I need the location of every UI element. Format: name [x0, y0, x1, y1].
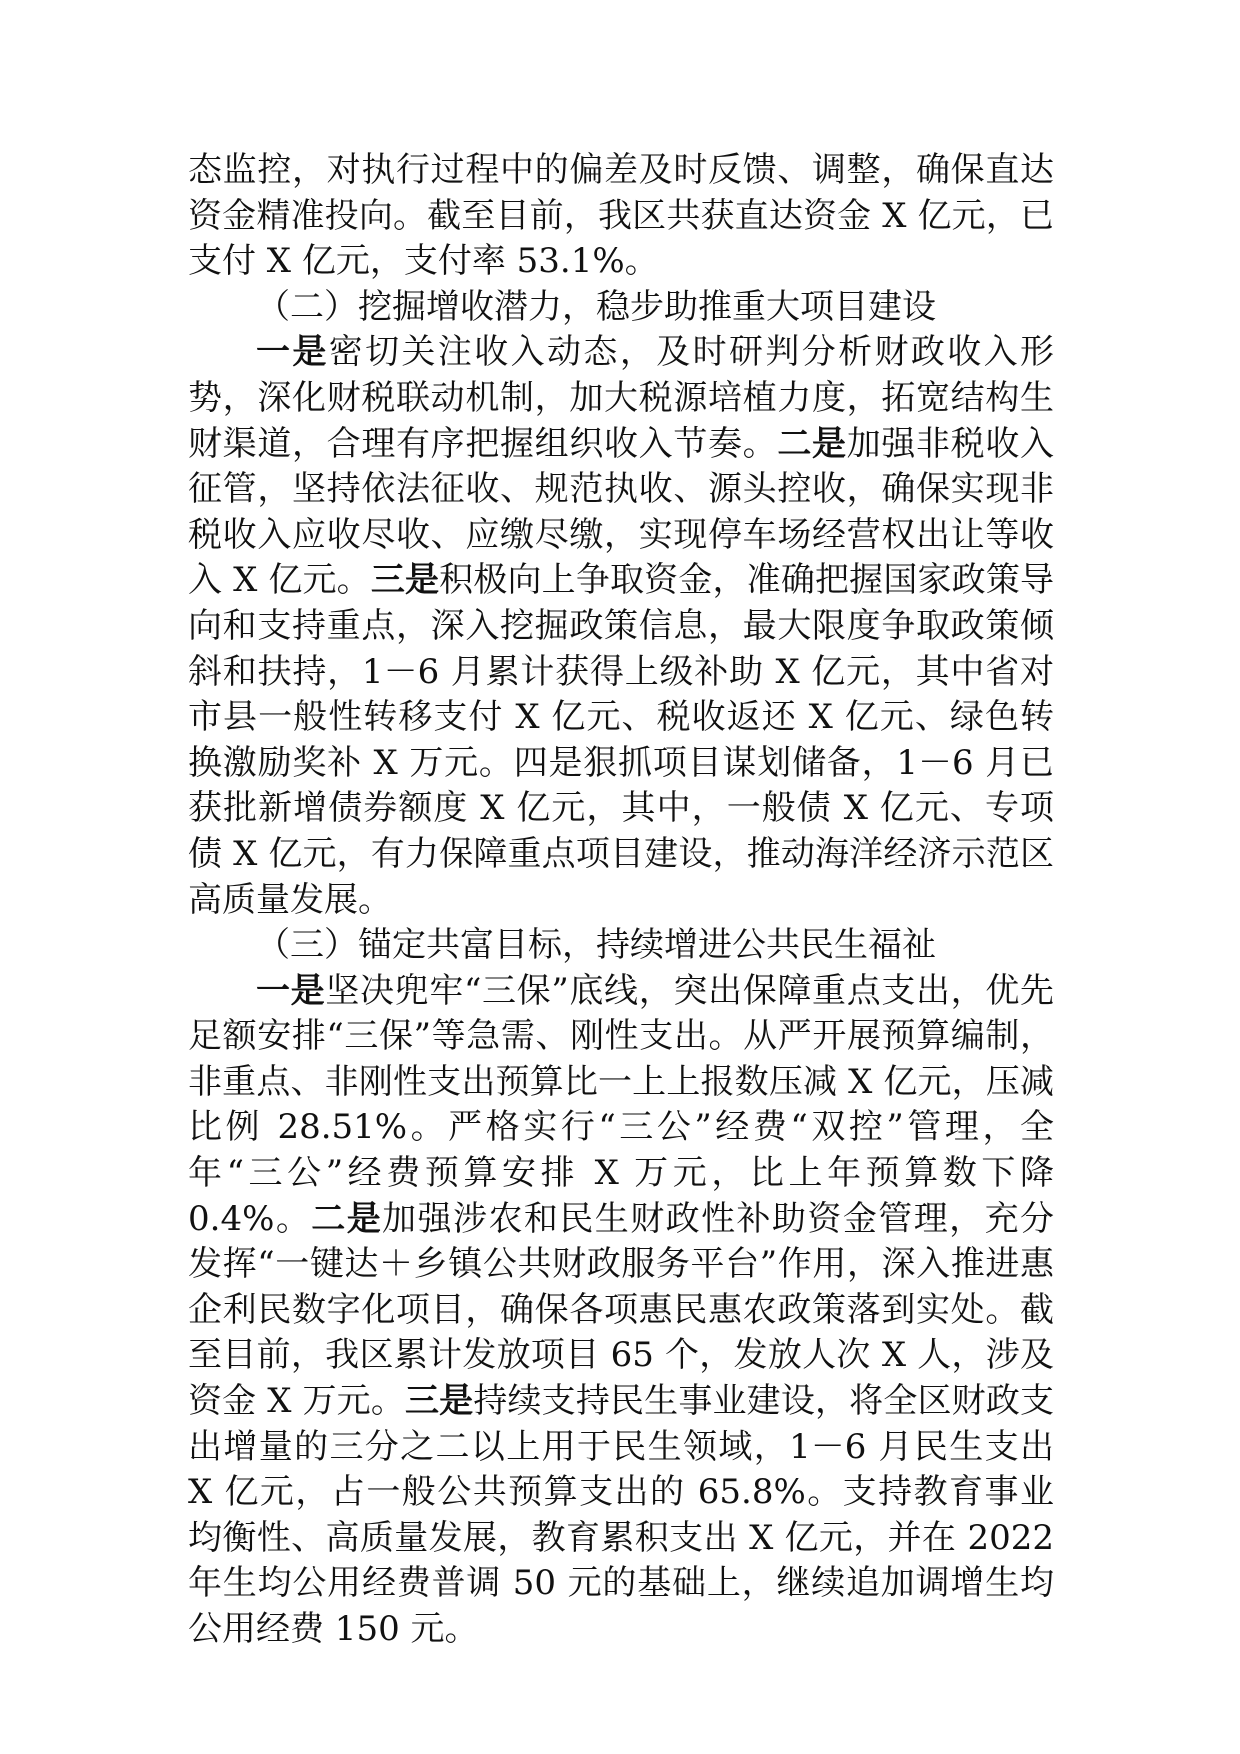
section-heading: （三）锚定共富目标，持续增进公共民生福祉 — [256, 925, 936, 966]
lead-marker: 二是 — [311, 1198, 383, 1239]
paragraph-text: 积极向上争取资金，准确把握国家政策导向和支持重点，深入挖掘政策信息，最大限度争取政策倾斜和扶持，1－6 月累计获得上级补助 X 亿元，其中省对市县一般性转移支付 X 亿元、税收返还 X 亿元、绿色转换激励奖补 X 万元。四是狠抓项目谋划储备，1－6 月已获批新增债券额度 X 亿元，其中，一般债 X 亿元、专项债 X 亿元，有力保障重点项目建设，推动海洋经济示范区高质量发展。 — [188, 560, 1055, 920]
lead-marker: 三是 — [405, 1381, 474, 1422]
paragraph-text: 加强非税收入征管，坚持依法征收、规范执收、源头控收，确保实现非税收入应收尽收、应缴尽缴，实现停车场经营权出让等收入 X 亿元。 — [188, 423, 1055, 601]
lead-marker: 一是 — [256, 970, 326, 1011]
body-paragraph — [188, 969, 1054, 1653]
paragraph-text: 密切关注收入动态，及时研判分析财政收入形势，深化财税联动机制，加大税源培植力度，拓宽结构生财渠道，合理有序把握组织收入节奏。 — [188, 332, 1055, 464]
lead-marker: 二是 — [777, 423, 847, 464]
section-heading: （二）挖掘增收潜力，稳步助推重大项目建设 — [256, 286, 936, 327]
paragraph-text: 加强涉农和民生财政性补助资金管理，充分发挥“一键达＋乡镇公共财政服务平台”作用，深入推进惠企利民数字化项目，确保各项惠民惠农政策落到实处。截至目前，我区累计发放项目 65 个，发放人次 X 人，涉及资金 X 万元。 — [188, 1198, 1055, 1422]
body-paragraph — [188, 148, 1054, 285]
lead-marker: 一是 — [256, 332, 329, 373]
body-paragraph — [188, 330, 1054, 923]
document-body — [188, 148, 1054, 1653]
lead-marker: 三是 — [370, 560, 440, 601]
paragraph-text: 态监控，对执行过程中的偏差及时反馈、调整，确保直达资金精准投向。截至目前，我区共获直达资金 X 亿元，已支付 X 亿元，支付率 53.1%。 — [188, 150, 1054, 282]
paragraph-text: 坚决兜牢“三保”底线，突出保障重点支出，优先足额安排“三保”等急需、刚性支出。从严开展预算编制，非重点、非刚性支出预算比一上上报数压减 X 亿元，压减比例 28.51%。严格实行“三公”经费“双控”管理，全年“三公”经费预算安排 X 万元，比上年预算数下降 0.4%。 — [188, 970, 1054, 1239]
paragraph-text: 持续支持民生事业建设，将全区财政支出增量的三分之二以上用于民生领域，1－6 月民生支出 X 亿元，占一般公共预算支出的 65.8%。支持教育事业均衡性、高质量发展，教育累积支出 X 亿元，并在 2022 年生均公用经费普调 50 元的基础上，继续追加调增生均公用经费 150 元。 — [188, 1381, 1055, 1649]
